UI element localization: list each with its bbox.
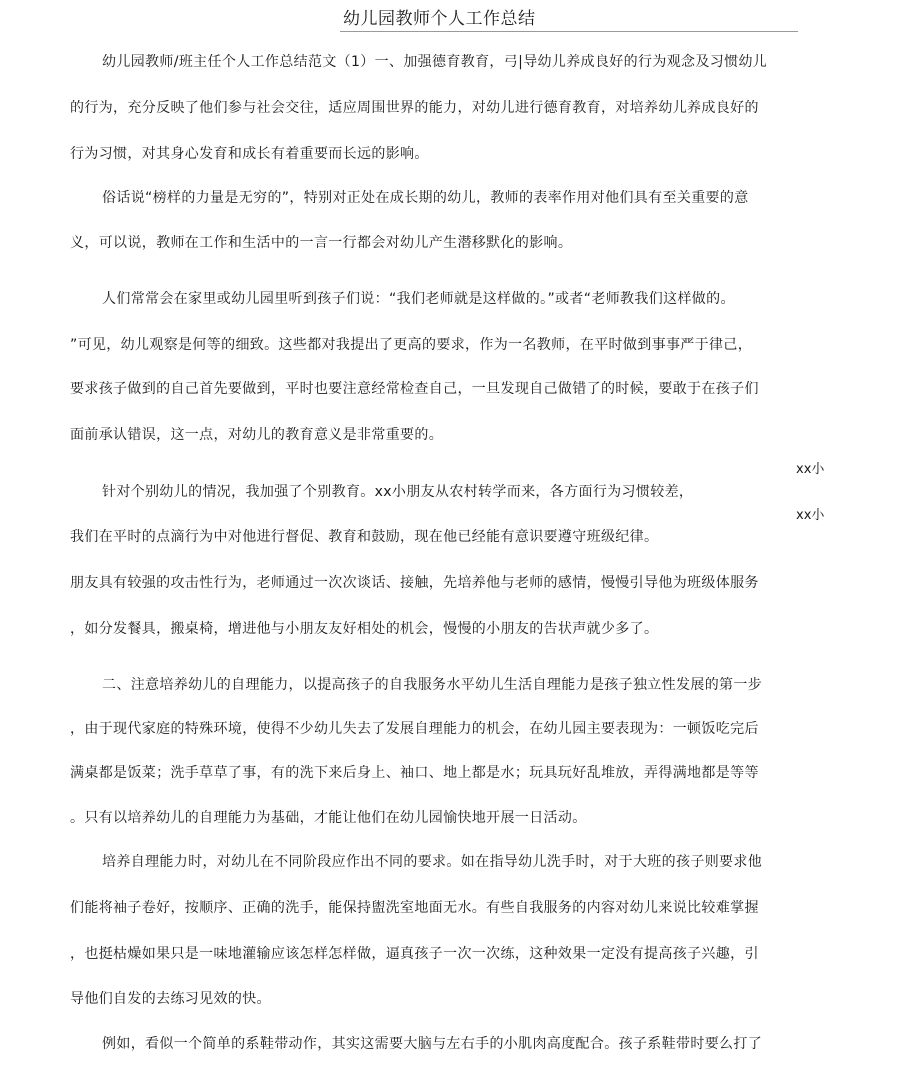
text-line: 幼儿园教师/班主任个人工作总结范文（1）一、加强德育教育，弓|导幼儿养成良好的行为观念及习惯幼儿 <box>102 54 768 70</box>
text-line: ”可见，幼儿观察是何等的细致。这些都对我提出了更高的要求，作为一名教师，在平时做到事事严于律己， <box>70 337 753 353</box>
text-line: ，也挺枯燥如果只是一味地灌输应该怎样怎样做，逼真孩子一次一次练，这种效果一定没有提高孩子兴趣，引 <box>70 946 759 962</box>
margin-note: xx小 <box>796 508 825 523</box>
text-line: 行为习惯，对其身心发育和成长有着重要而长远的影响。 <box>70 146 429 162</box>
text-line: ，由于现代家庭的特殊环境，使得不少幼儿失去了发展自理能力的机会，在幼儿园主要表现为：一顿饭吃完后 <box>70 721 759 737</box>
text-line: 俗话说“榜样的力量是无穷的”，特别对正处在成长期的幼儿，教师的表率作用对他们具有至关重要的意 <box>102 190 749 206</box>
text-line: 满桌都是饭菜；洗手草草了事，有的洗下来后身上、袖口、地上都是水；玩具玩好乱堆放，弄得满地都是等等 <box>70 765 759 781</box>
text-line: 要求孩子做到的自己首先要做到，平时也要注意经常检查自己，一旦发现自己做错了的时候，要敢于在孩子们 <box>70 381 759 397</box>
document-title: 幼儿园教师个人工作总结 <box>340 8 798 32</box>
text-line: 面前承认错误，这一点，对幼儿的教育意义是非常重要的。 <box>70 427 444 443</box>
text-line: 二、注意培养幼儿的自理能力，以提高孩子的自我服务水平幼儿生活自理能力是孩子独立性发展的第一步 <box>102 677 763 693</box>
text-line: ，如分发餐具，搬桌椅，增进他与小朋友友好相处的机会，慢慢的小朋友的告状声就少多了。 <box>70 621 659 637</box>
text-line: 朋友具有较强的攻击性行为，老师通过一次次谈话、接触，先培养他与老师的感情，慢慢引导他为班级体服务 <box>70 575 759 591</box>
text-line: 人们常常会在家里或幼儿园里听到孩子们说：“我们老师就是这样做的。”或者“老师教我们这样做的。 <box>102 291 735 307</box>
margin-note: xx小 <box>796 462 825 477</box>
text-line: 针对个别幼儿的情况，我加强了个别教育。xx小朋友从农村转学而来，各方面行为习惯较差， <box>102 484 694 500</box>
text-line: 我们在平时的点滴行为中对他进行督促、教育和鼓励，现在他已经能有意识要遵守班级纪律。 <box>70 529 659 545</box>
text-line: 义，可以说，教师在工作和生活中的一言一行都会对幼儿产生潜移默化的影响。 <box>70 235 573 251</box>
text-line: 。只有以培养幼儿的自理能力为基础，才能让他们在幼儿园愉快地开展一日活动。 <box>70 810 587 826</box>
text-line: 例如，看似一个简单的系鞋带动作，其实这需要大脑与左右手的小肌肉高度配合。孩子系鞋带时要么打了 <box>102 1036 763 1052</box>
text-line: 们能将袖子卷好，按顺序、正确的洗手，能保持盥洗室地面无水。有些自我服务的内容对幼儿来说比较难掌握 <box>70 900 759 916</box>
text-line: 导他们自发的去练习见效的快。 <box>70 991 271 1007</box>
text-line: 的行为，充分反映了他们参与社会交往，适应周围世界的能力，对幼儿进行德育教育，对培养幼儿养成良好的 <box>70 100 759 116</box>
text-line: 培养自理能力时，对幼儿在不同阶段应作出不同的要求。如在指导幼儿洗手时，对于大班的孩子则要求他 <box>102 854 763 870</box>
